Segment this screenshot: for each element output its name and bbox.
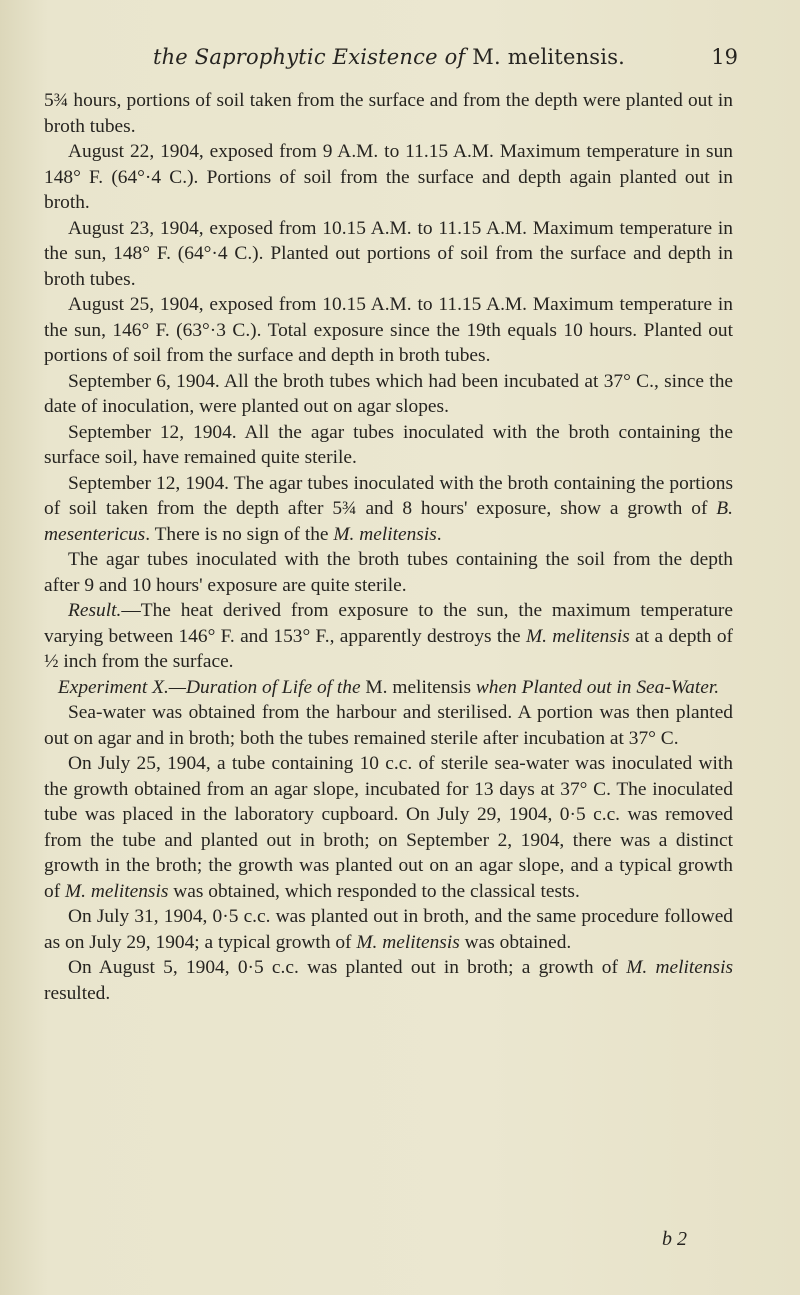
text-run: On August 5, 1904, 0·5 c.c. was planted out in broth; a growth of bbox=[68, 957, 627, 978]
page-number: 19 bbox=[711, 45, 738, 69]
paragraph-aug-22: August 22, 1904, exposed from 9 A.M. to 11.15 A.M. Maximum temperature in sun 148° F. (64°·4 C.). Portions of soil from the surface and depth again planted out in broth. bbox=[44, 141, 733, 213]
page-header bbox=[40, 45, 738, 79]
page-body bbox=[44, 88, 733, 1006]
signature-mark: b 2 bbox=[662, 1228, 687, 1250]
species-name: M. melitensis bbox=[333, 523, 437, 545]
text-run: . bbox=[436, 523, 442, 545]
text-run: was obtained, which responded to the classical tests. bbox=[168, 880, 580, 902]
running-head-roman: M. melitensis. bbox=[465, 45, 626, 69]
paragraph-sep-6: September 6, 1904. All the broth tubes which had been incubated at 37° C., since the date of inoculation, were planted out on agar slopes. bbox=[44, 370, 733, 417]
paragraph-sep-12-depth bbox=[44, 471, 733, 548]
experiment-heading bbox=[44, 675, 733, 701]
species-name: M. melitensis bbox=[65, 880, 169, 902]
text-run: at a depth of ½ inch from the surface. bbox=[44, 625, 733, 672]
species-name: M. melitensis bbox=[356, 931, 460, 953]
paragraph-jul-31 bbox=[44, 904, 733, 955]
paragraph-sep-12-surface: September 12, 1904. All the agar tubes inoculated with the broth containing the surface soil, have remained quite sterile. bbox=[44, 421, 733, 468]
text-run: —The heat derived from exposure to the sun, the maximum temperature varying between 146° F. and 153° F., apparently destroys the bbox=[44, 600, 733, 647]
text-run: resulted. bbox=[44, 982, 111, 1004]
heading-roman: M. melitensis bbox=[360, 676, 476, 698]
paragraph-result bbox=[44, 598, 733, 675]
paragraph-jul-25 bbox=[44, 751, 733, 904]
result-label: Result. bbox=[68, 600, 122, 621]
heading-italic: Experiment X.—Duration of Life of the bbox=[57, 676, 361, 698]
species-name: B. mesentericus bbox=[44, 498, 733, 545]
species-name: M. melitensis bbox=[626, 957, 734, 978]
paragraph-continuation: 5¾ hours, portions of soil taken from the surface and from the depth were planted out in broth tubes. bbox=[44, 90, 733, 137]
paragraph-aug-5 bbox=[44, 955, 733, 1006]
paragraph-aug-25: August 25, 1904, exposed from 10.15 A.M. to 11.15 A.M. Maximum temperature in the sun, 146° F. (63°·3 C.). Total exposure since the 19th equals 10 hours. Planted out portions of soil from the surface and depth in broth tubes. bbox=[44, 294, 733, 366]
text-run: September 12, 1904. The agar tubes inoculated with the broth containing the portions of soil taken from the depth after 5¾ and 8 hours' exposure, show a growth of bbox=[44, 472, 733, 519]
running-head bbox=[40, 45, 738, 69]
text-run: On July 25, 1904, a tube containing 10 c.c. of sterile sea-water was inoculated with the growth obtained from an agar slope, incubated for 13 days at 37° C. The inoculated tube was placed in the laboratory cupboard. On July 29, 1904, 0·5 c.c. was removed from the tube and planted out in broth; on September 2, 1904, there was a distinct growth in the broth; the growth was planted out on an agar slope, and a typical growth of bbox=[44, 753, 733, 902]
paragraph-sea-water: Sea-water was obtained from the harbour and sterilised. A portion was then planted out on agar and in broth; both the tubes remained sterile after incubation at 37° C. bbox=[44, 702, 733, 749]
paragraph-aug-23: August 23, 1904, exposed from 10.15 A.M. to 11.15 A.M. Maximum temperature in the sun, 148° F. (64°·4 C.). Planted out portions of soil from the surface and depth in broth tubes. bbox=[44, 217, 733, 290]
heading-italic: when Planted out in Sea-Water. bbox=[475, 676, 720, 698]
running-head-italic: the Saprophytic Existence of bbox=[152, 45, 466, 69]
text-run: . There is no sign of the bbox=[145, 523, 334, 545]
text-run: was obtained. bbox=[459, 931, 572, 953]
paragraph-agar-sterile: The agar tubes inoculated with the broth tubes containing the soil from the depth after 9 and 10 hours' exposure are quite sterile. bbox=[44, 549, 733, 596]
text-run: On July 31, 1904, 0·5 c.c. was planted out in broth, and the same procedure followed as on July 29, 1904; a typical growth of bbox=[44, 906, 733, 953]
species-name: M. melitensis bbox=[525, 625, 630, 647]
